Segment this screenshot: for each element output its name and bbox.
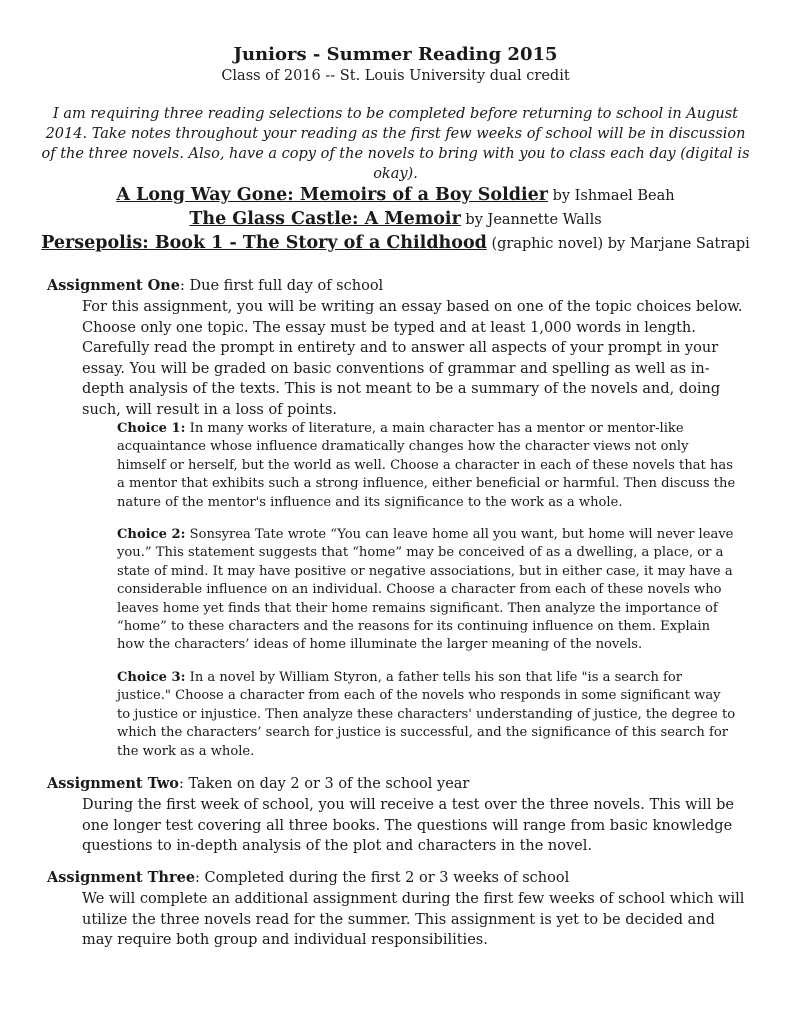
book-byline: (graphic novel) by Marjane Satrapi	[491, 236, 750, 252]
book-byline: by Ishmael Beah	[552, 188, 675, 204]
assignment-three-body: We will complete an additional assignment during the first few weeks of school which will utilize the three novels read for the summer. This assignment is yet to be decided and may require both group and individual responsibilities.	[82, 891, 745, 949]
book-list	[0, 184, 791, 256]
choice-2-text: Sonsyrea Tate wrote “You can leave home all you want, but home will never leave you.” This statement suggests that “home” may be conceived of as a dwelling, a place, or a state of mind. It may have positive or negative associations, but in either case, it may have a considerable influence on an individual. Choose a character from each of these novels who leaves home yet finds that their home remains significant. Then analyze the importance of “home” to these characters and the reasons for its continuing influence on them. Explain how the characters’ ideas of home illuminate the larger meaning of the novels.	[117, 527, 734, 653]
assignment-one-body: For this assignment, you will be writing an essay based on one of the topic choices below. Choose only one topic. The essay must be typed and at least 1,000 words in length. Carefully read the prompt in entirety and to answer all aspects of your prompt in your essay. You will be graded on basic conventions of grammar and spelling as well as in-depth analysis of the texts. This is not meant to be a summary of the novels and, doing such, will result in a loss of points.	[82, 299, 743, 418]
choice-1-label: Choice 1:	[117, 421, 186, 436]
assignment-three-label: Assignment Three	[47, 869, 196, 886]
page-title: Juniors - Summer Reading 2015	[233, 44, 558, 65]
page-subtitle: Class of 2016 -- St. Louis University dual credit	[221, 68, 570, 84]
assignment-one-detail: : Due first full day of school	[180, 278, 384, 294]
choice-2	[117, 526, 737, 655]
assignment-three-heading	[47, 868, 569, 888]
book-byline: by Jeannette Walls	[465, 212, 602, 228]
choice-2-label: Choice 2:	[117, 527, 186, 542]
book-title: The Glass Castle: A Memoir	[189, 209, 461, 229]
book-item	[0, 184, 791, 208]
assignment-two-heading	[47, 774, 469, 794]
book-title: A Long Way Gone: Memoirs of a Boy Soldier	[116, 185, 548, 205]
assignment-two-detail: : Taken on day 2 or 3 of the school year	[178, 776, 470, 792]
assignment-one-heading	[47, 276, 383, 296]
book-item	[0, 232, 791, 256]
choice-3-text: In a novel by William Styron, a father tells his son that life "is a search for justice." Choose a character from each of the novels who responds in some significant way to justice or injustice. Then analyze these characters' understanding of justice, the degree to which the characters’ search for justice is successful, and the significance of this search for the work as a whole.	[117, 670, 736, 759]
choice-1-text: In many works of literature, a main character has a mentor or mentor-like acquaintance whose influence dramatically changes how the character views not only himself or herself, but the world as well. Choose a character in each of these novels that has a mentor that exhibits such a strong influence, either beneficial or harmful. Then discuss the nature of the mentor's influence and its significance to the work as a whole.	[117, 421, 736, 510]
book-title: Persepolis: Book 1 - The Story of a Childhood	[41, 233, 487, 253]
assignment-three-detail: : Completed during the first 2 or 3 weeks of school	[195, 870, 570, 886]
intro-paragraph: I am requiring three reading selections to be completed before returning to school in August 2014. Take notes throughout your reading as the first few weeks of school will be in discussion of the three novels. Also, have a copy of the novels to bring with you to class each day (digital is okay).	[41, 106, 750, 182]
choice-3	[117, 669, 737, 761]
choice-3-label: Choice 3:	[117, 670, 186, 685]
book-item	[0, 208, 791, 232]
assignment-two-label: Assignment Two	[47, 775, 179, 792]
assignment-one-label: Assignment One	[47, 277, 181, 294]
assignment-two-body: During the first week of school, you will receive a test over the three novels. This will be one longer test covering all three books. The questions will range from basic knowledge questions to in-depth analysis of the plot and characters in the novel.	[82, 797, 734, 855]
choice-1	[117, 420, 737, 512]
